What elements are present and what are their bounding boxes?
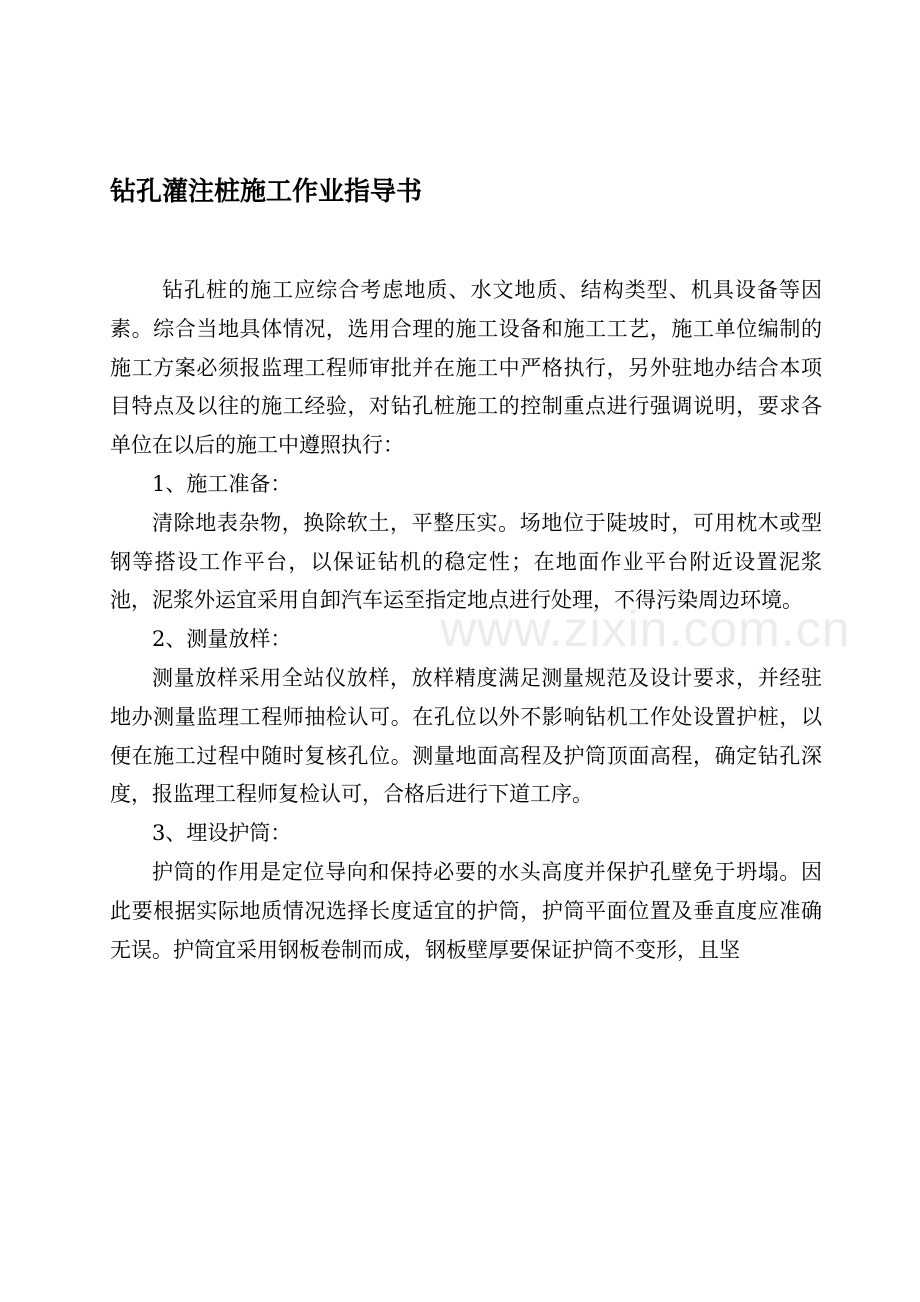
section-heading-preparation: 1、施工准备： <box>152 471 292 496</box>
document-body <box>110 271 822 969</box>
paragraph-casing: 护筒的作用是定位导向和保持必要的水头高度并保护孔壁免于坍塌。因此要根据实际地质情况选择长度适宜的护筒，护筒平面位置及垂直度应准确无误。护筒宜采用钢板卷制而成，钢板壁厚要保证护筒不变形，且坚 <box>110 859 822 962</box>
section-heading-casing: 3、埋设护筒： <box>152 821 292 846</box>
section-heading-survey: 2、测量放样： <box>152 627 292 652</box>
document-title: 钻孔灌注桩施工作业指导书 <box>110 177 423 207</box>
paragraph-preparation: 清除地表杂物，换除软土，平整压实。场地位于陡坡时，可用枕木或型钢等搭设工作平台，以保证钻机的稳定性；在地面作业平台附近设置泥浆池，泥浆外运宜采用自卸汽车运至指定地点进行处理，不得污染周边环境。 <box>110 510 822 613</box>
watermark: www.zixin.com.cn <box>440 601 851 657</box>
intro-paragraph: 钻孔桩的施工应综合考虑地质、水文地质、结构类型、机具设备等因素。综合当地具体情况，选用合理的施工设备和施工工艺，施工单位编制的施工方案必须报监理工程师审批并在施工中严格执行，另外驻地办结合本项目特点及以往的施工经验，对钻孔桩施工的控制重点进行强调说明，要求各单位在以后的施工中遵照执行： <box>110 278 822 458</box>
paragraph-survey: 测量放样采用全站仪放样，放样精度满足测量规范及设计要求，并经驻地办测量监理工程师抽检认可。在孔位以外不影响钻机工作处设置护桩，以便在施工过程中随时复核孔位。测量地面高程及护筒顶面高程，确定钻孔深度，报监理工程师复检认可，合格后进行下道工序。 <box>110 665 822 807</box>
